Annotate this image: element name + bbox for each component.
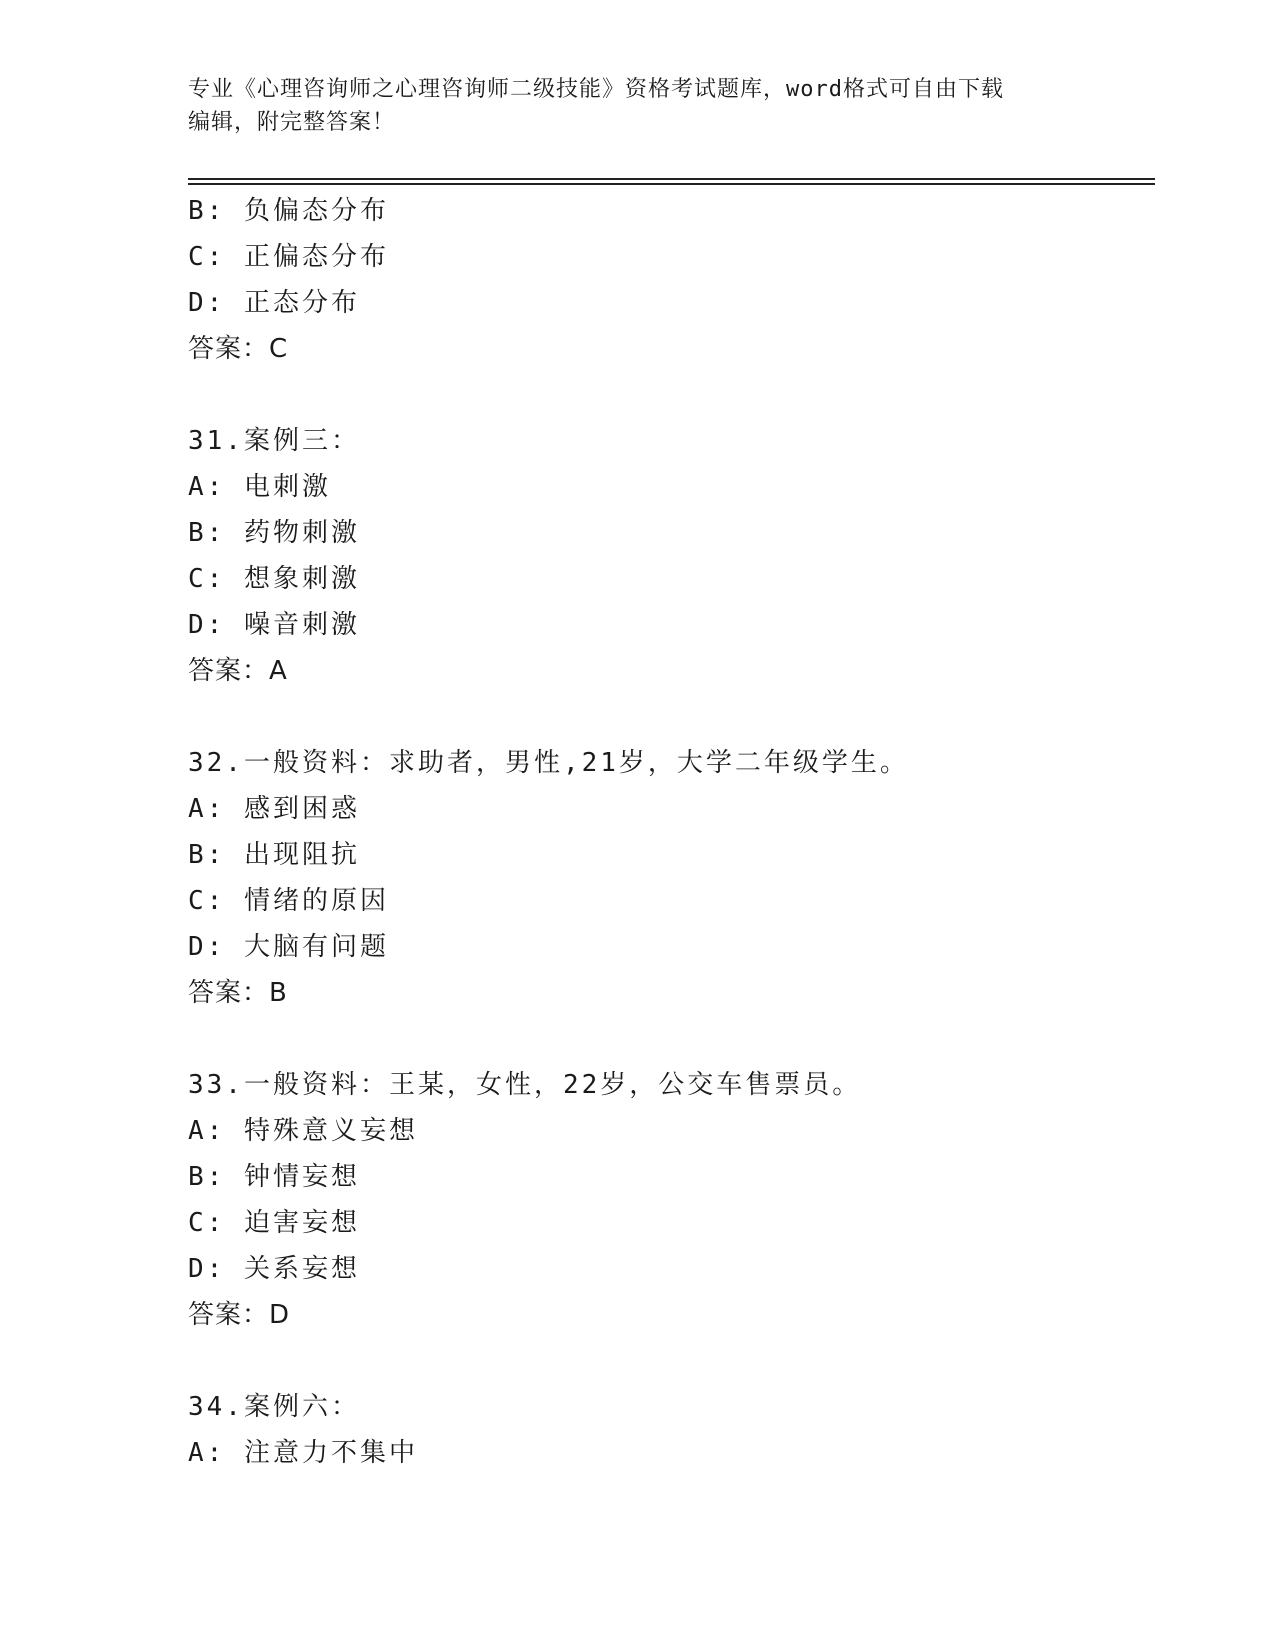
header-divider-bottom: [188, 183, 1155, 185]
header-divider-top: [188, 178, 1155, 180]
answer-line: 答案：B: [188, 978, 288, 1008]
option-d: D: 关系妄想: [188, 1254, 360, 1284]
option-c: C: 迫害妄想: [188, 1208, 360, 1238]
answer-line: 答案：D: [188, 1300, 291, 1330]
spacer: [188, 372, 1155, 418]
question-block-34: [188, 1384, 1155, 1476]
question-stem: 31.案例三：: [188, 426, 360, 456]
option-a: A: 电刺激: [188, 472, 331, 502]
question-stem: 32.一般资料：求助者，男性,21岁，大学二年级学生。: [188, 748, 909, 778]
question-list: [188, 188, 1155, 1476]
header-line-2: 编辑，附完整答案！: [188, 110, 396, 135]
answer-line: 答案：C: [188, 334, 289, 364]
header-line-1: 专业《心理咨询师之心理咨询师二级技能》资格考试题库，word格式可自由下载: [188, 77, 1004, 102]
question-block-31: [188, 418, 1155, 694]
option-d: D: 正态分布: [188, 288, 360, 318]
option-d: D: 噪音刺激: [188, 610, 360, 640]
question-block-30: [188, 188, 1155, 372]
option-c: C: 情绪的原因: [188, 886, 389, 916]
spacer: [188, 1016, 1155, 1062]
answer-line: 答案：A: [188, 656, 288, 686]
document-header: [188, 73, 1088, 139]
option-b: B: 药物刺激: [188, 518, 360, 548]
option-c: C: 想象刺激: [188, 564, 360, 594]
spacer: [188, 694, 1155, 740]
option-b: B: 钟情妄想: [188, 1162, 360, 1192]
question-block-32: [188, 740, 1155, 1016]
question-stem: 33.一般资料：王某，女性，22岁，公交车售票员。: [188, 1070, 862, 1100]
question-stem: 34.案例六：: [188, 1392, 360, 1422]
option-d: D: 大脑有问题: [188, 932, 389, 962]
option-c: C: 正偏态分布: [188, 242, 389, 272]
option-a: A: 感到困惑: [188, 794, 360, 824]
question-block-33: [188, 1062, 1155, 1338]
spacer: [188, 1338, 1155, 1384]
option-b: B: 负偏态分布: [188, 196, 389, 226]
option-b: B: 出现阻抗: [188, 840, 360, 870]
option-a: A: 特殊意义妄想: [188, 1116, 418, 1146]
option-a: A: 注意力不集中: [188, 1438, 418, 1468]
